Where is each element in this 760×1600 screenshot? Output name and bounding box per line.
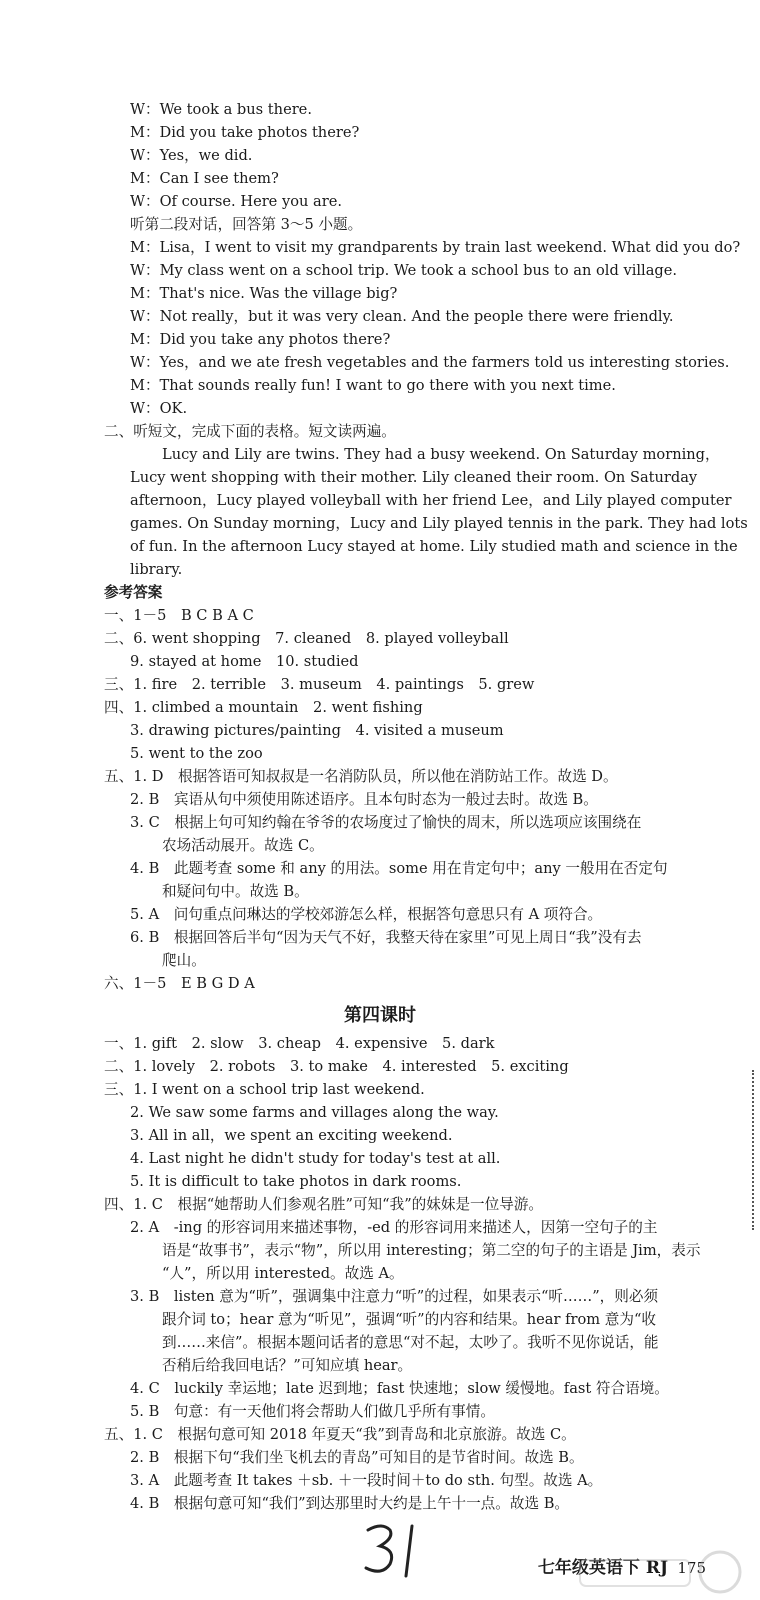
answer-line: 三、1. I went on a school trip last weekend. xyxy=(104,1081,425,1098)
page-number: 175 xyxy=(677,1559,706,1577)
answer-line: 5. It is difficult to take photos in dark rooms. xyxy=(130,1173,462,1190)
answers-label: 参考答案 xyxy=(104,584,163,601)
dialog2-intro: 听第二段对话，回答第 3～5 小题。 xyxy=(130,216,363,233)
dialog-line: W：We took a bus there. xyxy=(130,101,312,118)
answer-line: 3. B listen 意为“听”，强调集中注意力“听”的过程，如果表示“听……”，则必须 xyxy=(130,1288,659,1305)
answer-line: 3. C 根据上句可知约翰在爷爷的农场度过了愉快的周末，所以选项应该围绕在 xyxy=(130,814,642,831)
dialog-line: W：My class went on a school trip. We took a school bus to an old village. xyxy=(130,262,678,279)
answer-line: 3. drawing pictures/painting 4. visited a museum xyxy=(130,722,504,739)
passage-line: games. On Sunday morning，Lucy and Lily played tennis in the park. They had lots xyxy=(130,515,748,532)
answer-line: “人”，所以用 interested。故选 A。 xyxy=(162,1265,404,1282)
answer-line: 3. A 此题考查 It takes ＋sb. ＋一段时间＋to do sth. 句型。故选 A。 xyxy=(130,1472,603,1489)
section2-title: 二、听短文，完成下面的表格。短文读两遍。 xyxy=(104,423,396,440)
answer-line: 5. went to the zoo xyxy=(130,745,263,762)
footer-edition: RJ xyxy=(645,1558,668,1578)
answer-line: 4. C luckily 幸运地；late 迟到地；fast 快速地；slow 缓慢地。fast 符合语境。 xyxy=(130,1380,669,1397)
passage-line: Lucy went shopping with their mother. Lily cleaned their room. On Saturday xyxy=(130,469,698,486)
dialog-line: M：Can I see them? xyxy=(130,170,279,187)
answer-line: 4. B 此题考查 some 和 any 的用法。some 用在肯定句中；any 一般用在否定句 xyxy=(130,860,668,877)
answer-line: 四、1. climbed a mountain 2. went fishing xyxy=(104,699,423,716)
handwritten-mark-icon xyxy=(360,1520,430,1580)
answer-line: 六、1－5 E B G D A xyxy=(104,975,255,992)
dialog-line: W：Not really，but it was very clean. And the people there were friendly. xyxy=(130,308,674,325)
footer-grade-text: 七年级英语下 xyxy=(537,1558,640,1578)
answer-line: 到……来信”。根据本题问话者的意思“对不起，太吵了。我听不见你说话，能 xyxy=(162,1334,659,1351)
answer-line: 跟介词 to；hear 意为“听见”，强调“听”的内容和结果。hear from 意为“收 xyxy=(162,1311,657,1328)
passage-line: library. xyxy=(130,561,183,578)
passage-line: afternoon，Lucy played volleyball with her friend Lee，and Lily played computer xyxy=(130,492,732,509)
dialog-line: W：Of course. Here you are. xyxy=(130,193,342,210)
answer-line: 一、1. gift 2. slow 3. cheap 4. expensive 5. dark xyxy=(104,1035,495,1052)
answer-line: 农场活动展开。故选 C。 xyxy=(162,837,324,854)
passage-line: Lucy and Lily are twins. They had a busy weekend. On Saturday morning， xyxy=(162,446,720,463)
answer-line: 2. B 根据下句“我们坐飞机去的青岛”可知目的是节省时间。故选 B。 xyxy=(130,1449,584,1466)
dialog-line: W：Yes，and we ate fresh vegetables and the farmers told us interesting stories. xyxy=(130,354,730,371)
answer-line: 4. B 根据句意可知“我们”到达那里时大约是上午十一点。故选 B。 xyxy=(130,1495,570,1512)
answer-line: 2. A -ing 的形容词用来描述事物，-ed 的形容词用来描述人，因第一空句子的主 xyxy=(130,1219,658,1236)
answer-line: 否稍后给我回电话？”可知应填 hear。 xyxy=(162,1357,413,1374)
answer-line: 3. All in all，we spent an exciting weekend. xyxy=(130,1127,453,1144)
dialog-line: W：Yes，we did. xyxy=(130,147,253,164)
answer-line: 和疑问句中。故选 B。 xyxy=(162,883,309,900)
watermark-logo-icon xyxy=(570,1548,750,1598)
answer-line: 三、1. fire 2. terrible 3. museum 4. paintings 5. grew xyxy=(104,676,535,693)
dialog-line: W：OK. xyxy=(130,400,188,417)
passage-line: of fun. In the afternoon Lucy stayed at home. Lily studied math and science in the xyxy=(130,538,738,555)
answer-line: 4. Last night he didn't study for today's test at all. xyxy=(130,1150,501,1167)
answer-line: 2. We saw some farms and villages along the way. xyxy=(130,1104,499,1121)
lesson-heading: 第四课时 xyxy=(344,1005,416,1026)
answer-line: 爬山。 xyxy=(162,952,206,969)
answer-line: 二、6. went shopping 7. cleaned 8. played volleyball xyxy=(104,630,509,647)
answer-line: 四、1. C 根据“她帮助人们参观名胜”可知“我”的妹妹是一位导游。 xyxy=(104,1196,544,1213)
dialog-line: M：That sounds really fun! I want to go there with you next time. xyxy=(130,377,616,394)
dotted-edge-divider xyxy=(752,1070,754,1230)
dialog-line: M：That's nice. Was the village big? xyxy=(130,285,398,302)
dialog-line: M：Did you take any photos there? xyxy=(130,331,391,348)
answer-line: 5. B 句意：有一天他们将会帮助人们做几乎所有事情。 xyxy=(130,1403,495,1420)
answer-line: 一、1－5 B C B A C xyxy=(104,607,254,624)
dialog-line: M：Did you take photos there? xyxy=(130,124,360,141)
answer-line: 二、1. lovely 2. robots 3. to make 4. interested 5. exciting xyxy=(104,1058,569,1075)
answer-line: 五、1. C 根据句意可知 2018 年夏天“我”到青岛和北京旅游。故选 C。 xyxy=(104,1426,576,1443)
answer-line: 6. B 根据回答后半句“因为天气不好，我整天待在家里”可见上周日“我”没有去 xyxy=(130,929,642,946)
dialog-line: M：Lisa，I went to visit my grandparents by train last weekend. What did you do? xyxy=(130,239,741,256)
answer-line: 语是“故事书”，表示“物”，所以用 interesting；第二空的句子的主语是 Jim，表示 xyxy=(162,1242,701,1259)
answer-line: 9. stayed at home 10. studied xyxy=(130,653,359,670)
answer-line: 五、1. D 根据答语可知叔叔是一名消防队员，所以他在消防站工作。故选 D。 xyxy=(104,768,618,785)
answer-line: 2. B 宾语从句中须使用陈述语序。且本句时态为一般过去时。故选 B。 xyxy=(130,791,598,808)
answer-line: 5. A 问句重点问琳达的学校郊游怎么样，根据答句意思只有 A 项符合。 xyxy=(130,906,603,923)
